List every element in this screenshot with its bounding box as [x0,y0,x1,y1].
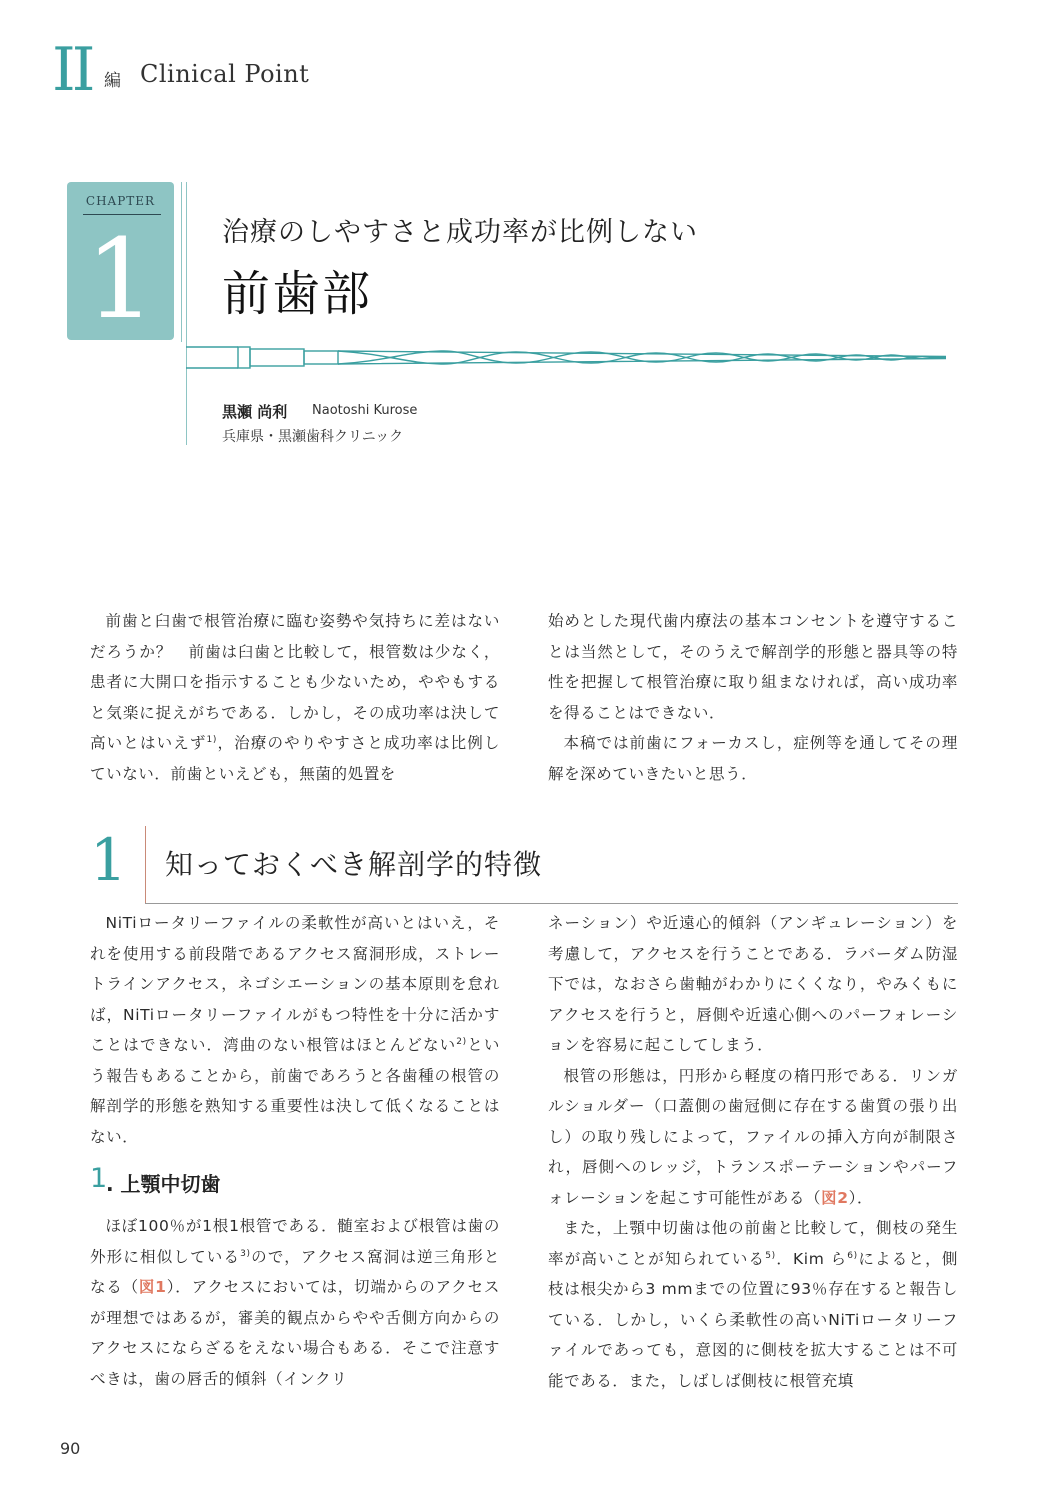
part-numeral: II [52,35,92,105]
section-title: 知っておくべき解剖学的特徴 [165,848,543,881]
part-title: Clinical Point [140,60,310,88]
section-left-column-bottom [90,1211,500,1394]
intro-right-column [548,606,958,789]
chapter-title: 前歯部 [222,266,373,322]
section-right-paragraph-3 [548,1213,958,1396]
section-text-b: という報告もあることから，前歯であろうと各歯種の根管の解剖学的形態を熟知する重要性は決して低くなることはない． [90,1036,500,1146]
section-heading-divider [145,826,146,904]
chapter-subtitle: 治療のしやすさと成功率が比例しない [222,217,698,248]
chapter-badge [67,182,174,343]
intro-paragraph-continued: 始めとした現代歯内療法の基本コンセントを遵守することは当然として，そのうえで解剖学的形態と器具等の特性を把握して根管治療に取り組まなければ，高い成功率を得ることはできない． [548,612,958,722]
section-right-text-c: また，上顎中切歯は他の前歯と比較して，側枝の発生率が高いことが知られている [548,1219,958,1268]
figure-1-reference[interactable]: 図1 [138,1278,167,1296]
subsection-title: . 上顎中切歯 [106,1172,221,1196]
section-right-text-b: ）． [848,1188,874,1207]
section-right-text-d: ．Kim ら [775,1249,848,1268]
intro-paragraph-2: 本稿では前歯にフォーカスし，症例等を通してその理解を深めていきたいと思う． [548,734,958,783]
intro-left-column [90,606,500,789]
section-right-column [548,908,958,1396]
section-text-a: NiTiロータリーファイルの柔軟性が高いとはいえ，それを使用する前段階であるアクセス窩洞形成，ストレートラインアクセス，ネゴシエーションの基本原則を怠れば，NiTiロータリーファイルがもつ特性を十分に活かすことはできない．湾曲のない根管はほとんどない [90,914,500,1054]
section-paragraph-1 [90,908,500,1152]
citation-5: 5) [765,1250,776,1261]
author-name: 黒瀬 尚利 [222,403,288,421]
endodontic-file-illustration [186,330,956,380]
intro-text-a: 前歯と臼歯で根管治療に臨む姿勢や気持ちに差はないだろうか？ 前歯は臼歯と比較して，根管数は少なく，患者に大開口を指示することも少ないため，ややもすると気楽に捉えがちである．しかし，その成功率は決して高いとはいえず [90,612,500,752]
part-suffix: 編 [104,71,121,91]
section-right-text-a: 根管の形態は，円形から軽度の楕円形である．リンガルショルダー（口蓋側の歯冠側に存在する歯質の張り出し）の取り残しによって，ファイルの挿入方向が制限され，唇側へのレッジ，トランスポーテーションやパーフォレーションを起こす可能性がある（ [548,1066,958,1207]
citation-1: 1) [206,734,217,745]
section-left-column-top [90,908,500,1152]
chapter-label: CHAPTER [85,194,156,208]
section-number: 1 [90,826,127,894]
intro-paragraph [90,606,500,789]
subsection-paragraph-1 [90,1211,500,1394]
section-right-text-e: によると，側枝は根尖から3 mmまでの位置に93％存在すると報告している．しかし，いくら柔軟性の高いNiTiロータリーファイルであっても，意図的に側枝を拡大することは不可能である．また，しばしば側枝に根管充填 [548,1249,958,1390]
intro-text-b: ，治療のやりやすさと成功率は比例していない．前歯といえども，無菌的処置を [90,734,501,783]
citation-3: 3) [240,1248,251,1259]
subsection-text-c: ）．アクセスにおいては，切端からのアクセスが理想ではあるが，審美的観点からやや舌側方向からのアクセスにならざるをえない場合もある．そこで注意すべきは，歯の唇舌的傾斜（インクリ [90,1278,500,1388]
chapter-divider-line-long [186,182,187,445]
figure-2-reference[interactable]: 図2 [821,1188,849,1207]
author-affiliation: 兵庫県・黒瀬歯科クリニック [222,429,404,445]
citation-6: 6) [847,1250,858,1261]
page-number: 90 [60,1439,81,1458]
chapter-divider-line [181,182,182,342]
section-right-paragraph-1: ネーション）や近遠心的傾斜（アンギュレーション）を考慮して，アクセスを行うことである．ラバーダム防湿下では，なおさら歯軸がわかりにくくなり，やみくもにアクセスを行うと，唇側や近遠心側へのパーフォレーションを容易に起こしてしまう． [548,914,958,1054]
section-heading-rule [145,903,958,904]
chapter-number: 1 [85,215,156,343]
subsection-number: 1 [90,1163,108,1194]
citation-2: 2) [456,1036,467,1047]
subsection-text-b: ので，アクセス窩洞は逆三角形となる（ [90,1247,500,1296]
subsection-text-a: ほぼ100％が1根1根管である．髄室および根管は歯の外形に相似している [90,1217,500,1266]
section-right-paragraph-2 [548,1061,958,1214]
author-name-roman: Naotoshi Kurose [312,403,418,418]
